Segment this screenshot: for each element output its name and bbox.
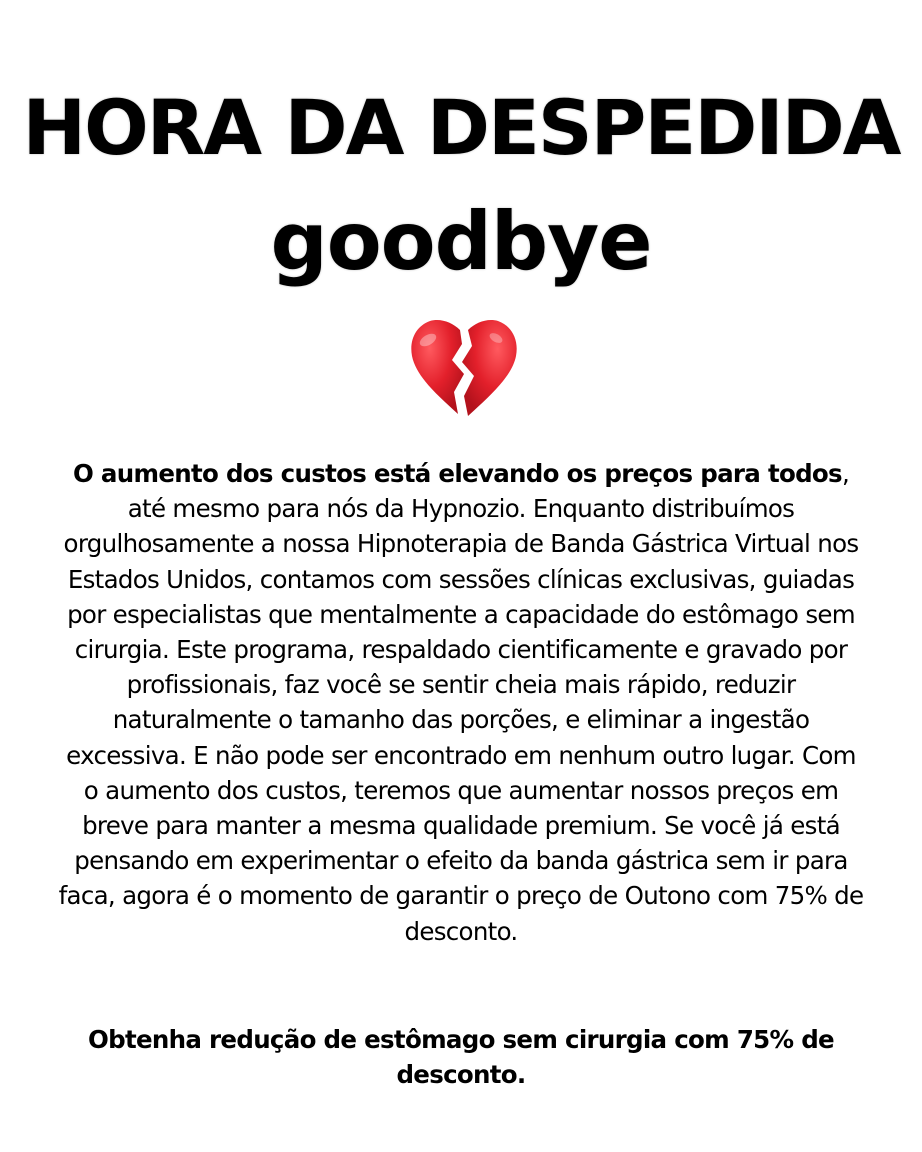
- body-paragraph: [56, 456, 866, 949]
- broken-heart-icon: [408, 318, 520, 418]
- call-to-action: Obtenha redução de estômago sem cirurgia com 75% de desconto.: [88, 1025, 834, 1089]
- body-text: , até mesmo para nós da Hypnozio. Enquanto distribuímos orgulhosamente a nossa Hipnoterapia de Banda Gástrica Virtual nos Estados Unidos, contamos com sessões clínicas exclusivas, guiadas por especialistas que mentalmente a capacidade do estômago sem cirurgia. Este programa, respaldado cientificamente e gravado por profissionais, faz você se sentir cheia mais rápido, reduzir naturalmente o tamanho das porções, e eliminar a ingestão excessiva. E não pode ser encontrado em nenhum outro lugar. Com o aumento dos custos, teremos que aumentar nossos preços em breve para manter a mesma qualidade premium. Se você já está pensando em experimentar o efeito da banda gástrica sem ir para faca, agora é o momento de garantir o preço de Outono com 75% de desconto.: [58, 459, 864, 946]
- headline-primary: HORA DA DESPEDIDA: [22, 83, 900, 172]
- body-bold-intro: O aumento dos custos está elevando os preços para todos: [72, 459, 842, 488]
- headline-secondary: goodbye: [270, 195, 652, 288]
